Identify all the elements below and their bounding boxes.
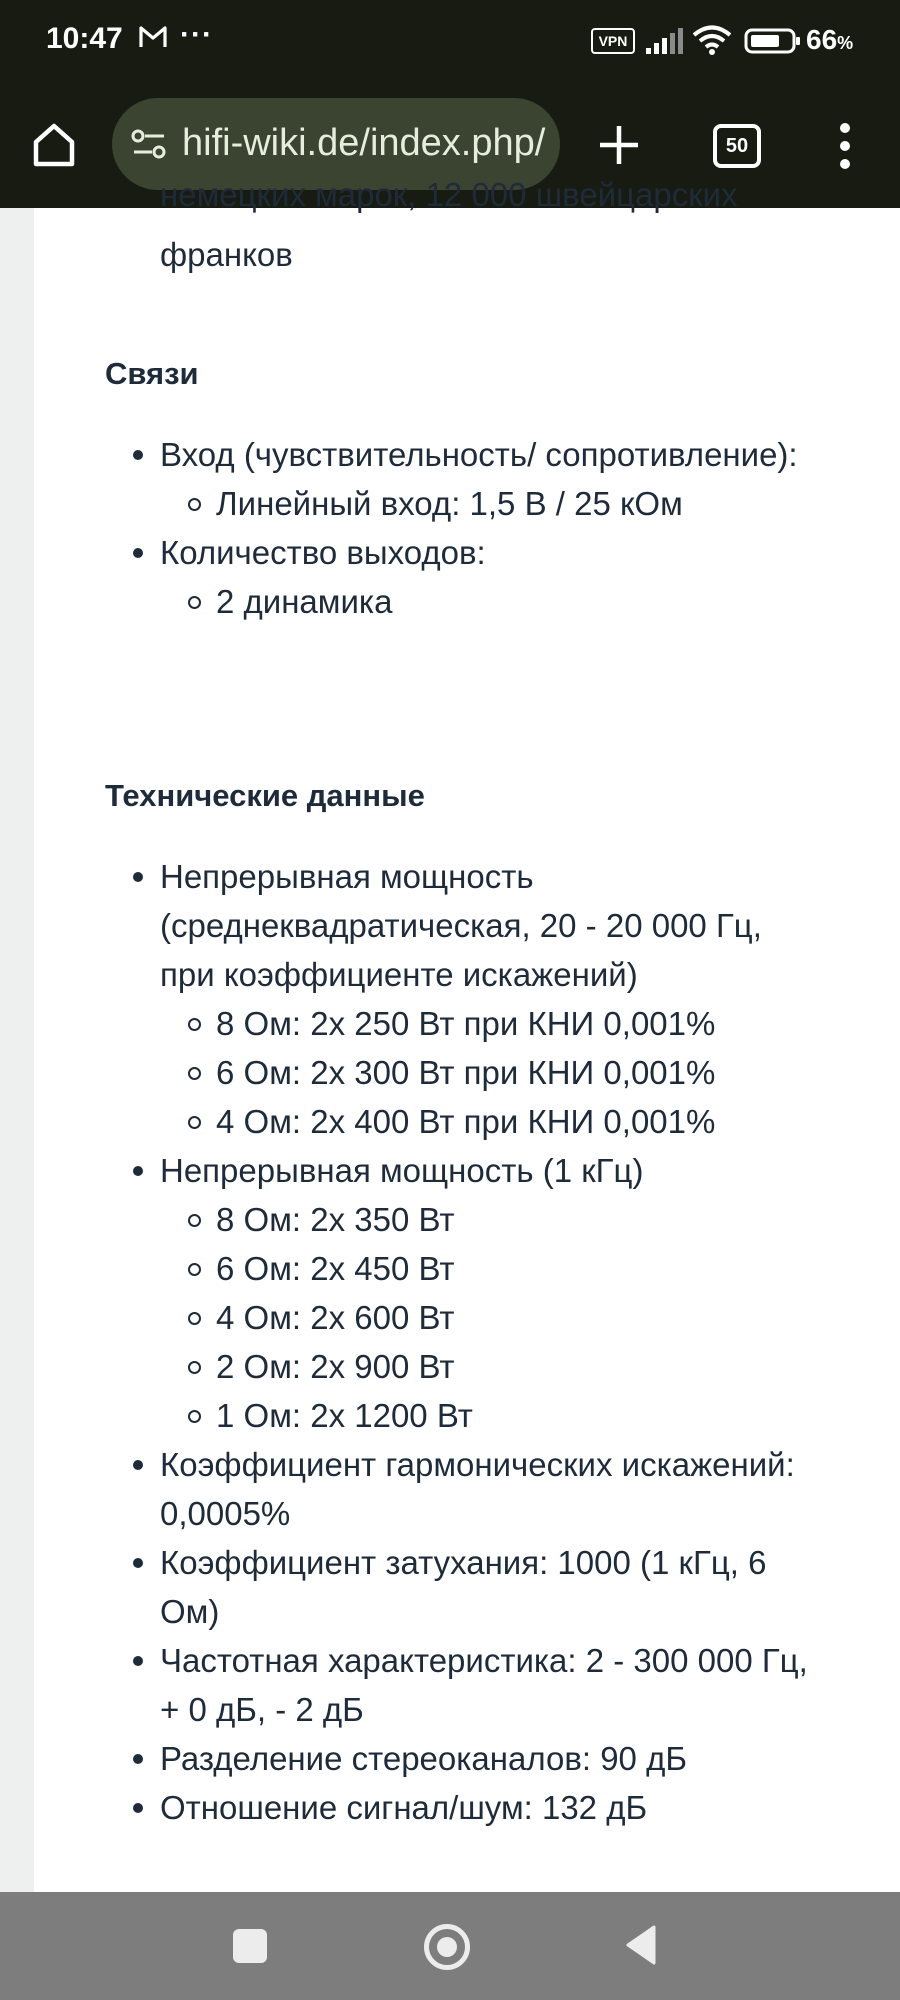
signal-icon xyxy=(644,26,684,61)
list-item: Количество выходов: xyxy=(34,528,810,577)
clipped-text-line: немецких марок, 12 000 швейцарских xyxy=(160,176,738,213)
sub-list-item: 6 Ом: 2x 450 Вт xyxy=(34,1244,836,1293)
technical-data-list xyxy=(34,852,900,1832)
site-settings-icon[interactable] xyxy=(130,128,170,165)
tab-switcher-button[interactable]: 50 xyxy=(713,124,761,168)
back-button[interactable] xyxy=(624,1924,658,1971)
web-page xyxy=(0,176,900,1892)
system-navigation-bar xyxy=(0,1892,900,2000)
status-bar xyxy=(0,0,900,84)
url-text: hifi-wiki.de/index.php/ xyxy=(182,122,546,164)
plus-icon xyxy=(594,120,644,170)
new-tab-button[interactable] xyxy=(594,120,644,170)
back-triangle-icon xyxy=(624,1924,658,1966)
list-item: Частотная характеристика: 2 - 300 000 Гц, + 0 дБ, - 2 дБ xyxy=(34,1636,810,1734)
sub-list-item: 6 Ом: 2x 300 Вт при КНИ 0,001% xyxy=(34,1048,836,1097)
list-item: Отношение сигнал/шум: 132 дБ xyxy=(34,1783,810,1832)
vpn-icon: VPN xyxy=(591,28,635,54)
battery-icon xyxy=(744,28,802,59)
connections-list xyxy=(34,430,900,626)
home-icon xyxy=(28,118,80,170)
list-item: Непрерывная мощность (среднеквадратическая, 20 - 20 000 Гц, при коэффициенте искажений) xyxy=(34,852,810,999)
home-button[interactable] xyxy=(28,118,80,170)
article-content xyxy=(34,176,900,1892)
sub-list-item: 8 Ом: 2x 250 Вт при КНИ 0,001% xyxy=(34,999,836,1048)
list-item: Разделение стереоканалов: 90 дБ xyxy=(34,1734,810,1783)
list-item: Коэффициент затухания: 1000 (1 кГц, 6 Ом) xyxy=(34,1538,810,1636)
section-heading-technical-data: Технические данные xyxy=(105,778,425,813)
list-item: Вход (чувствительность/ сопротивление): xyxy=(34,430,810,479)
battery-percentage: 66% xyxy=(806,24,854,55)
list-item: Непрерывная мощность (1 кГц) xyxy=(34,1146,810,1195)
sub-list-item: 2 динамика xyxy=(34,577,836,626)
more-notifications-icon: ··· xyxy=(180,18,213,51)
status-time: 10:47 xyxy=(46,22,123,55)
home-nav-button[interactable] xyxy=(424,1924,470,1970)
more-options-button[interactable] xyxy=(835,120,855,172)
sub-list-item: 4 Ом: 2x 400 Вт при КНИ 0,001% xyxy=(34,1097,836,1146)
sub-list-item: 1 Ом: 2x 1200 Вт xyxy=(34,1391,836,1440)
sub-list-item: Линейный вход: 1,5 В / 25 кОм xyxy=(34,479,836,528)
wifi-icon xyxy=(692,24,732,61)
sub-list-item: 4 Ом: 2x 600 Вт xyxy=(34,1293,836,1342)
sub-list-item: 8 Ом: 2x 350 Вт xyxy=(34,1195,836,1244)
recent-apps-button[interactable] xyxy=(233,1929,267,1963)
gmail-icon xyxy=(138,24,168,55)
list-item: Коэффициент гармонических искажений: 0,0005% xyxy=(34,1440,810,1538)
more-vertical-icon xyxy=(835,120,855,172)
section-heading-connections: Связи xyxy=(105,356,199,391)
sub-list-item: 2 Ом: 2x 900 Вт xyxy=(34,1342,836,1391)
text-line: франков xyxy=(160,236,293,273)
